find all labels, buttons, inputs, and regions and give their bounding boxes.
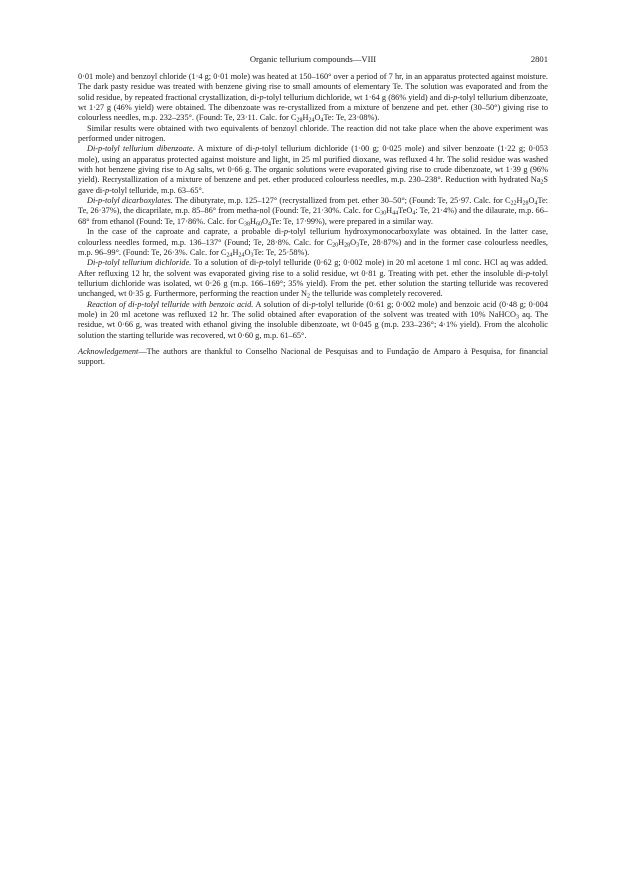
subscript: 60 <box>255 221 262 228</box>
italic-text: Acknowledgement <box>78 346 139 356</box>
subscript: 4 <box>267 221 271 228</box>
text-run: TeO <box>398 206 413 216</box>
paragraph-benzoyl-equivalents <box>78 124 548 145</box>
subscript: 22 <box>510 200 517 207</box>
running-header <box>78 52 548 66</box>
paragraph-benzoic-acid-reaction <box>78 300 548 341</box>
subscript: 4 <box>320 117 324 124</box>
subscript: 24 <box>226 252 233 259</box>
text-run: Te, 28·87%) and in the former case colourless needles, m.p. 96–99°. (Found: Te, 26·3%. Calc. for C <box>78 237 548 257</box>
text-run: H <box>386 206 393 216</box>
paragraph-dichloride <box>78 258 548 299</box>
text-run: O <box>314 113 321 123</box>
paragraph-dibenzoate <box>78 144 548 196</box>
subscript: 38 <box>243 221 250 228</box>
paragraph-dicarboxylates <box>78 196 548 227</box>
italic-text: p <box>525 268 531 278</box>
italic-text: p <box>283 227 288 237</box>
italic-text: Reaction of di-p-tolyl telluride with benzoic acid. <box>87 299 254 309</box>
subscript: 24 <box>308 117 315 124</box>
text-run: H <box>338 237 345 247</box>
text-run: -tolyl tellurium hydroxymonocarboxylate was obtained. In the latter case, colourless needles formed, m.p. 136–137° (Found; Te, 28·8%. Calc. for C <box>78 227 548 247</box>
italic-text: p <box>255 144 260 154</box>
text-run: -tolyl telluride (0·62 g; 0·002 mole) in 20 ml acetone 1 ml conc. HCl aq was added. After refluxing 12 hr, the solvent was evaporated giving rise to a solid residue, wt 0·81 g. Treating with pet. ether the insoluble di- <box>78 258 548 278</box>
text-run: Te: Te, 17·99%), were prepared in a similar way. <box>270 216 433 226</box>
text-run: -tolyl tellurium dibenzoate, wt 1·27 g (46% yield) were obtained. The dibenzoate was re-crystallized from a mixture of benzene and pet. ether (30–50°) giving rise to colourless needles, m.p. 232–235°. (Found: Te, 23·11. Calc. for C <box>78 92 548 123</box>
subscript: 4 <box>412 210 416 217</box>
paragraph-continued <box>78 72 548 124</box>
italic-text: p <box>259 92 264 102</box>
text-run: -tolyl tellurium dichloride was isolated, wt 0·26 g (m.p. 166–169°; 35% yield). From the pet. ether solution the starting telluride was recovered unchanged, wt 0·35 g. Furthermore, performing the reaction under N <box>78 268 548 299</box>
text-run: 0·01 mole) and benzoyl chloride (1·4 g; 0·01 mole) was heated at 150–160° over a period of 7 hr, in an apparatus protected against moisture. The dark pasty residue was treated with benzene giving rise to small amounts of elementary Te. The solution was evaporated and from the solid residue, by repeated fractional crystallization, di- <box>78 72 548 102</box>
text-run: —The authors are thankful to Conselho Nacional de Pesquisas and to Fundação de Amparo à Pesquisa, for financial support. <box>78 346 548 367</box>
article-page <box>78 52 548 368</box>
italic-text: p <box>258 258 264 268</box>
text-run: O <box>350 237 357 247</box>
italic-text: p <box>311 299 316 309</box>
paragraph-caproate-caprate <box>78 227 548 258</box>
page-number: 2801 <box>530 54 548 64</box>
subscript: 30 <box>380 210 387 217</box>
text-run: H <box>249 216 256 226</box>
text-run: H <box>516 196 523 206</box>
italic-text: Di-p-tolyl tellurium dibenzoate. <box>87 144 195 154</box>
text-run: H <box>232 247 239 257</box>
italic-text: p <box>104 185 110 195</box>
subscript: 3 <box>250 252 254 259</box>
text-run: To a solution of di- <box>191 258 259 268</box>
text-run: : Te, 21·4%) and the dilaurate, m.p. 66–68° from ethanol (Found: Te, 17·86%. Calc. for C <box>78 206 548 226</box>
subscript: 4 <box>534 200 538 207</box>
subscript: 28 <box>522 200 529 207</box>
subscript: 28 <box>344 242 351 248</box>
subscript: 3 <box>356 242 360 248</box>
subscript: 28 <box>296 117 303 124</box>
subscript: 2 <box>307 293 311 300</box>
text-run: -tolyl telluride (0·61 g; 0·002 mole) and benzoic acid (0·48 g; 0·004 mole) in 20 ml acetone was refluxed 12 hr. The solid obtained after evaporation of the solvent was treated with 10% NaHCO <box>78 299 548 319</box>
subscript: 3 <box>515 314 519 321</box>
text-run: O <box>261 216 268 226</box>
running-title: Organic tellurium compounds—VIII <box>249 54 377 64</box>
subscript: 24 <box>238 252 245 259</box>
text-run: Te: Te, 26·37%), the dicaprilate, m.p. 85–86° from metha-nol (Found: Te, 21·30%. Calc. for C <box>78 196 548 216</box>
acknowledgement <box>78 347 548 368</box>
italic-text: p <box>453 92 458 102</box>
italic-text: Di-p-tolyl dicarboxylates. <box>87 196 173 206</box>
body-text <box>78 72 548 341</box>
text-run: the telluride was completely recovered. <box>310 289 443 299</box>
text-run: H <box>302 113 309 123</box>
text-run: aq. The residue, wt 0·66 g, was treated with ethanol giving the insoluble dibenzoate, wt 0·045 g (m.p. 233–236°; 4·1% yield). From the alcoholic solution the starting telluride was recovered, wt 0·60 g, m.p. 61–65°. <box>78 309 548 340</box>
text-run: Te: Te, 23·08%). <box>323 113 380 123</box>
text-run: A solution of di- <box>253 299 312 309</box>
subscript: 20 <box>332 242 339 248</box>
text-run: S gave di- <box>78 175 548 195</box>
subscript: 2 <box>540 179 544 186</box>
text-run: Te: Te, 25·58%). <box>253 247 310 257</box>
text-run: A mixture of di- <box>194 144 256 154</box>
italic-text: Di-p-tolyl tellurium dichloride. <box>87 258 192 268</box>
text-run: The dibutyrate, m.p. 125–127° (recrystallized from pet. ether 30–50°; (Found: Te, 25·97. Calc. for C <box>172 196 511 206</box>
text-run: O <box>528 196 535 206</box>
text-run: -tolyl tellurium dichloride, wt 1·64 g (86% yield) and di- <box>263 92 454 102</box>
text-run: In the case of the caproate and caprate, a probable di- <box>87 227 284 237</box>
text-run: -tolyl tellurium dichloride (1·00 g; 0·025 mole) and silver benzoate (1·22 g; 0·053 mole), using an apparatus protected against moisture and light, in 25 ml purified dioxane, was refluxed 4 hr. The solid residue was washed with hot benzene giving rise to Ag salts, wt 0·66 g. The organic solutions were evaporated giving rise to crude dibenzoate, wt 1·39 g (96% yield). Recrystallization of a mixture of benzene and pet. ether produced colourless needles, m.p. 230–238°. Reduction with hydrated Na <box>78 144 548 185</box>
text-run: O <box>244 247 251 257</box>
subscript: 44 <box>392 210 399 217</box>
text-run: Similar results were obtained with two equivalents of benzoyl chloride. The reaction did not take place when the above experiment was performed under nitrogen. <box>78 123 548 144</box>
text-run: -tolyl telluride, m.p. 63–65°. <box>109 185 204 195</box>
